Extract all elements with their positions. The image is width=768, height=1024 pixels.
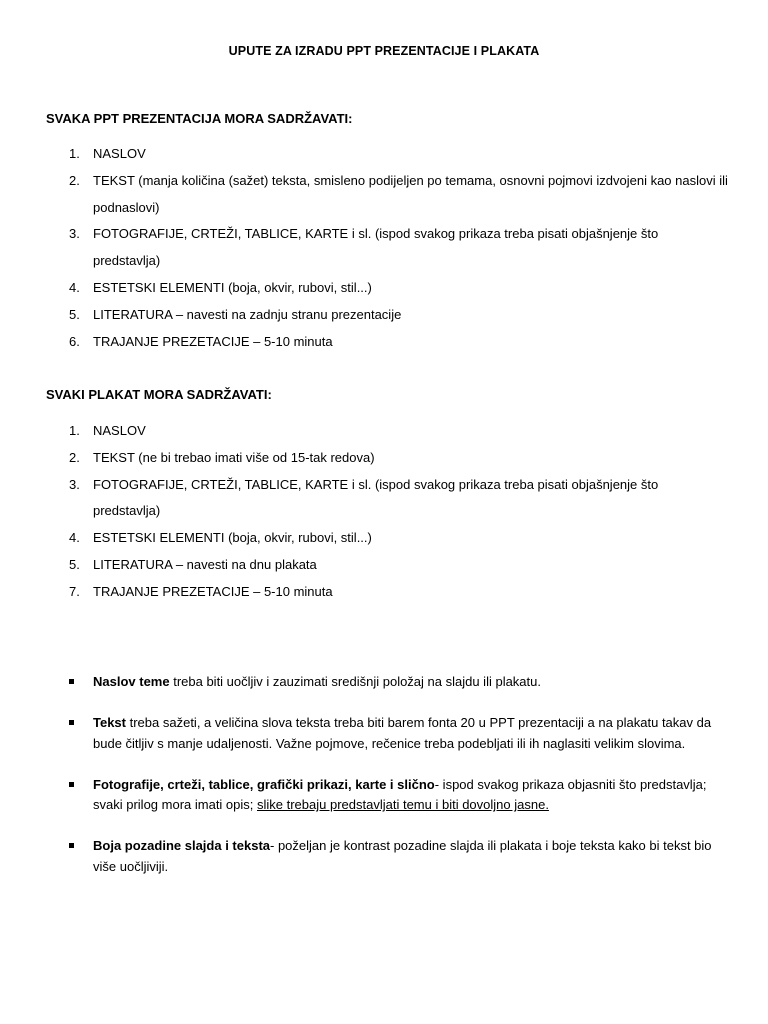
list-number: 3.	[69, 226, 80, 242]
list-number: 6.	[69, 333, 80, 349]
list-item	[0, 275, 768, 302]
guideline-item	[0, 672, 768, 693]
list-number: 2.	[69, 449, 80, 465]
list-text: NASLOV	[93, 423, 146, 438]
guideline-item	[0, 713, 768, 754]
list-text: NASLOV	[93, 146, 146, 161]
guideline-text: - poželjan je kontrast pozadine slajda ili plakata i boje teksta kako bi tekst bio više uočljiviji.	[93, 838, 712, 875]
guideline-text: - ispod svakog prikaza objasniti što predstavlja; svaki prilog mora imati opis;	[93, 776, 707, 813]
list-text: ESTETSKI ELEMENTI (boja, okvir, rubovi, stil...)	[93, 279, 372, 295]
list-number: 1.	[69, 146, 80, 161]
list-item	[0, 329, 768, 356]
list-text: FOTOGRAFIJE, CRTEŽI, TABLICE, KARTE i sl. (ispod svakog prikaza treba pisati objašnjenje što predstavlja)	[93, 226, 659, 269]
guideline-bold: Boja pozadine slajda i teksta	[93, 838, 270, 854]
document-title: UPUTE ZA IZRADU PPT PREZENTACIJE I PLAKATA	[228, 44, 540, 58]
list-number: 5.	[69, 556, 80, 572]
list-number: 1.	[69, 423, 80, 438]
list-number: 2.	[69, 172, 80, 188]
list-item	[0, 472, 768, 526]
list-text: LITERATURA – navesti na zadnju stranu prezentacije	[93, 306, 402, 322]
square-bullet-icon	[69, 843, 74, 848]
list-item	[0, 552, 768, 579]
list-text: TEKST (manja količina (sažet) teksta, smisleno podijeljen po temama, osnovni pojmovi izdvojeni kao naslovi ili podnaslovi)	[93, 172, 728, 215]
guidelines-list	[0, 672, 768, 898]
square-bullet-icon	[69, 720, 74, 725]
square-bullet-icon	[69, 679, 74, 684]
list-number: 5.	[69, 306, 80, 322]
square-bullet-icon	[69, 782, 74, 787]
list-number: 7.	[69, 583, 80, 599]
list-item	[0, 141, 768, 168]
list-item	[0, 579, 768, 606]
guideline-item	[0, 775, 768, 816]
list-text: TRAJANJE PREZETACIJE – 5-10 minuta	[93, 583, 333, 599]
guideline-text: treba sažeti, a veličina slova teksta treba biti barem fonta 20 u PPT prezentaciji a na plakatu takav da bude čitljiv s manje udaljenosti. Važne pojmove, rečenice treba podebljati ili ih naglasiti velikim slovima.	[93, 715, 712, 751]
plakat-section-heading: SVAKI PLAKAT MORA SADRŽAVATI:	[46, 387, 272, 402]
list-item	[0, 302, 768, 329]
list-text: TRAJANJE PREZETACIJE – 5-10 minuta	[93, 333, 333, 349]
ppt-section-heading: SVAKA PPT PREZENTACIJA MORA SADRŽAVATI:	[46, 111, 353, 126]
guideline-bold: Naslov teme	[93, 674, 170, 689]
guideline-underlined: slike trebaju predstavljati temu i biti dovoljno jasne.	[257, 797, 549, 813]
list-item	[0, 445, 768, 472]
list-item	[0, 418, 768, 445]
list-text: LITERATURA – navesti na dnu plakata	[93, 556, 317, 572]
plakat-requirements-list	[0, 418, 768, 606]
list-item	[0, 525, 768, 552]
list-number: 3.	[69, 476, 80, 492]
guideline-item	[0, 836, 768, 877]
list-text: TEKST (ne bi trebao imati više od 15-tak redova)	[93, 449, 375, 465]
guideline-text: treba biti uočljiv i zauzimati središnji položaj na slajdu ili plakatu.	[169, 674, 541, 689]
list-number: 4.	[69, 530, 80, 546]
list-text: FOTOGRAFIJE, CRTEŽI, TABLICE, KARTE i sl. (ispod svakog prikaza treba pisati objašnjenje što predstavlja)	[93, 476, 659, 519]
guideline-bold: Tekst	[93, 715, 126, 731]
list-number: 4.	[69, 279, 80, 295]
list-text: ESTETSKI ELEMENTI (boja, okvir, rubovi, stil...)	[93, 530, 372, 546]
ppt-requirements-list	[0, 141, 768, 355]
guideline-bold: Fotografije, crteži, tablice, grafički prikazi, karte i slično	[93, 776, 435, 792]
list-item	[0, 221, 768, 275]
list-item	[0, 168, 768, 222]
